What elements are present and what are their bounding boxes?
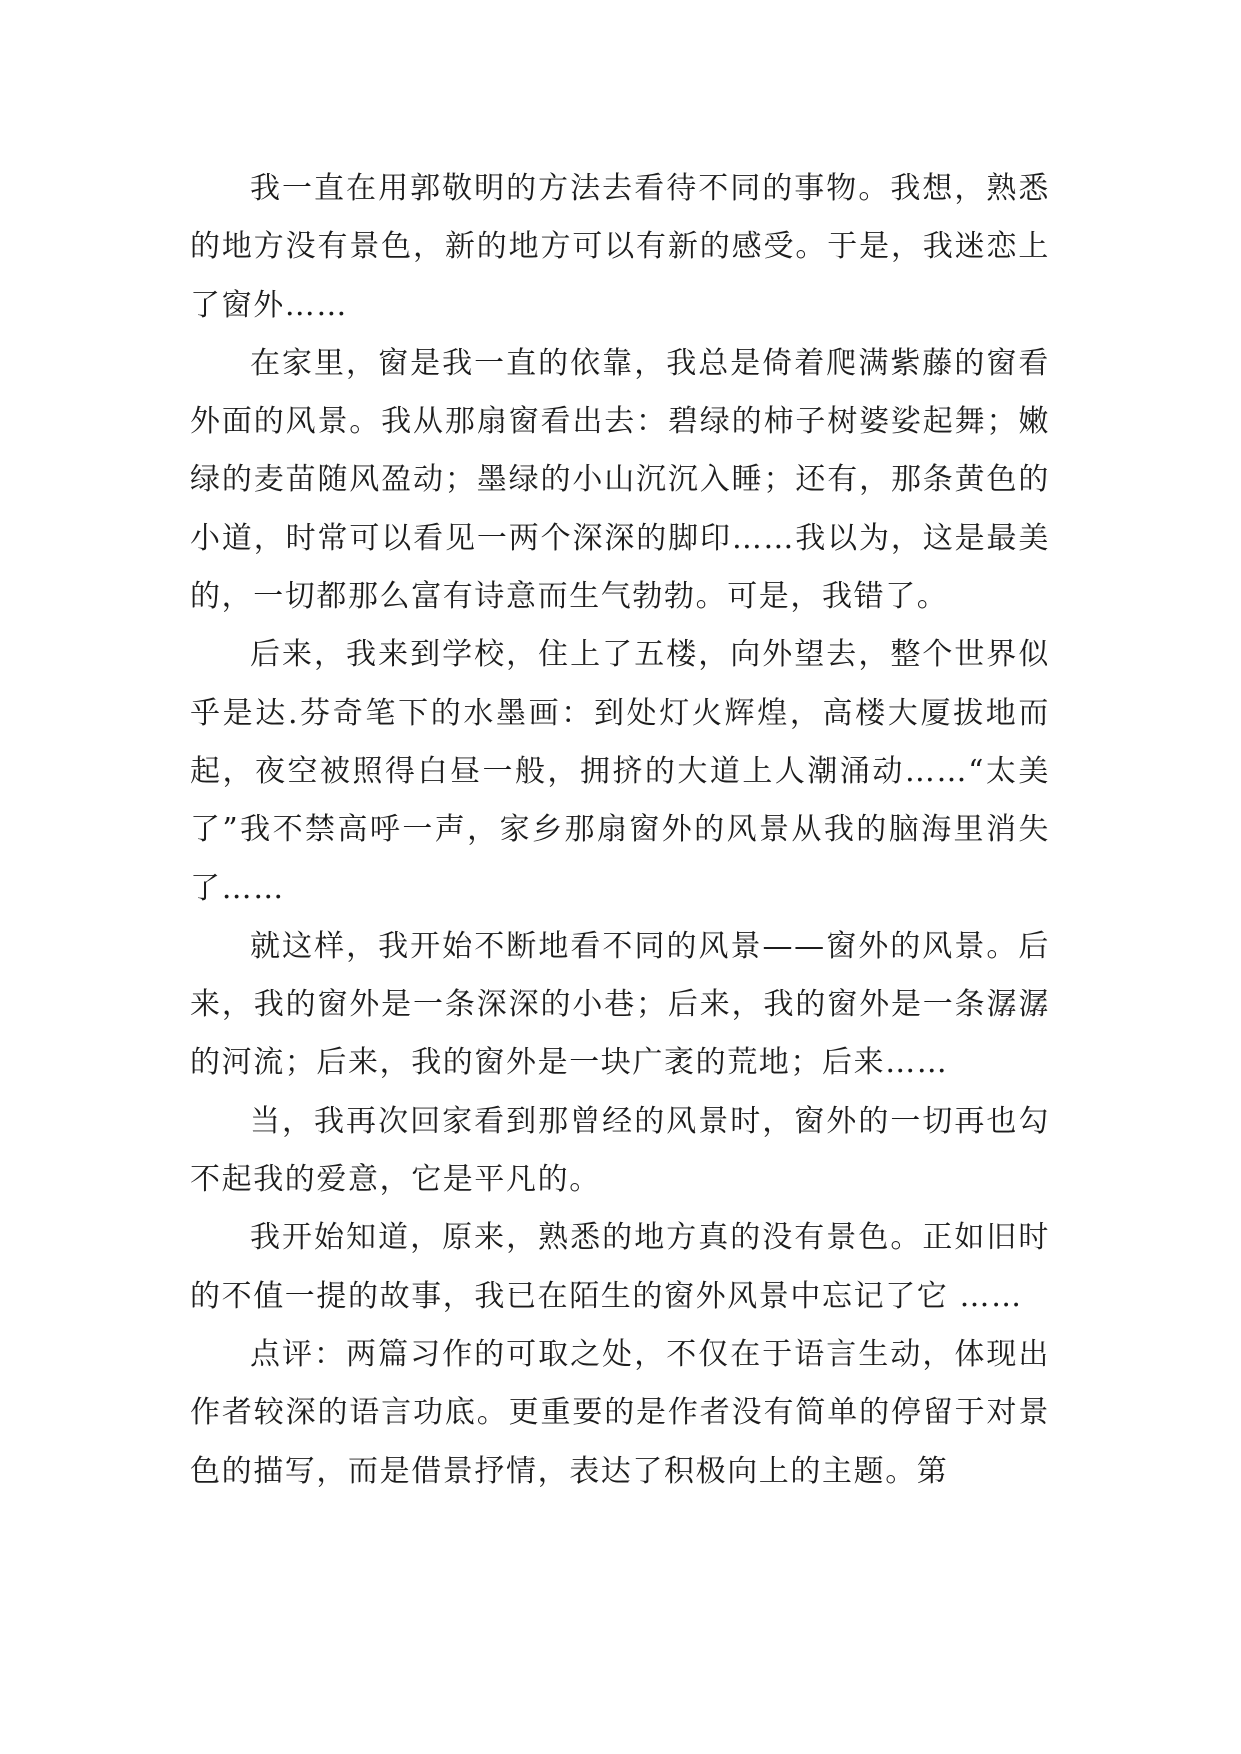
paragraph-1: 我一直在用郭敬明的方法去看待不同的事物。我想，熟悉的地方没有景色，新的地方可以有新的感受。于是，我迷恋上了窗外…… — [190, 171, 1050, 323]
paragraph-2: 在家里，窗是我一直的依靠，我总是倚着爬满紫藤的窗看外面的风景。我从那扇窗看出去：碧绿的柿子树婆娑起舞；嫩绿的麦苗随风盈动；墨绿的小山沉沉入睡；还有，那条黄色的小道，时常可以看见一两个深深的脚印……我以为，这是最美的，一切都那么富有诗意而生气勃勃。可是，我错了。 — [190, 345, 1050, 615]
paragraph-7: 点评：两篇习作的可取之处，不仅在于语言生动，体现出作者较深的语言功底。更重要的是作者没有简单的停留于对景色的描写，而是借景抒情，表达了积极向上的主题。第 — [190, 1336, 1050, 1489]
paragraph-5: 当，我再次回家看到那曾经的风景时，窗外的一切再也勾不起我的爱意，它是平凡的。 — [190, 1103, 1050, 1198]
paragraph-3: 后来，我来到学校，住上了五楼，向外望去，整个世界似乎是达.芬奇笔下的水墨画：到处灯火辉煌，高楼大厦拔地而起，夜空被照得白昼一般，拥挤的大道上人潮涌动……“太美了”我不禁高呼一声，家乡那扇窗外的风景从我的脑海里消失了…… — [190, 637, 1050, 906]
document-body — [190, 160, 1050, 1501]
paragraph-6: 我开始知道，原来，熟悉的地方真的没有景色。正如旧时的不值一提的故事，我已在陌生的窗外风景中忘记了它 …… — [190, 1220, 1050, 1314]
paragraph-4: 就这样，我开始不断地看不同的风景——窗外的风景。后来，我的窗外是一条深深的小巷；后来，我的窗外是一条潺潺的河流；后来，我的窗外是一块广袤的荒地；后来…… — [190, 928, 1050, 1081]
